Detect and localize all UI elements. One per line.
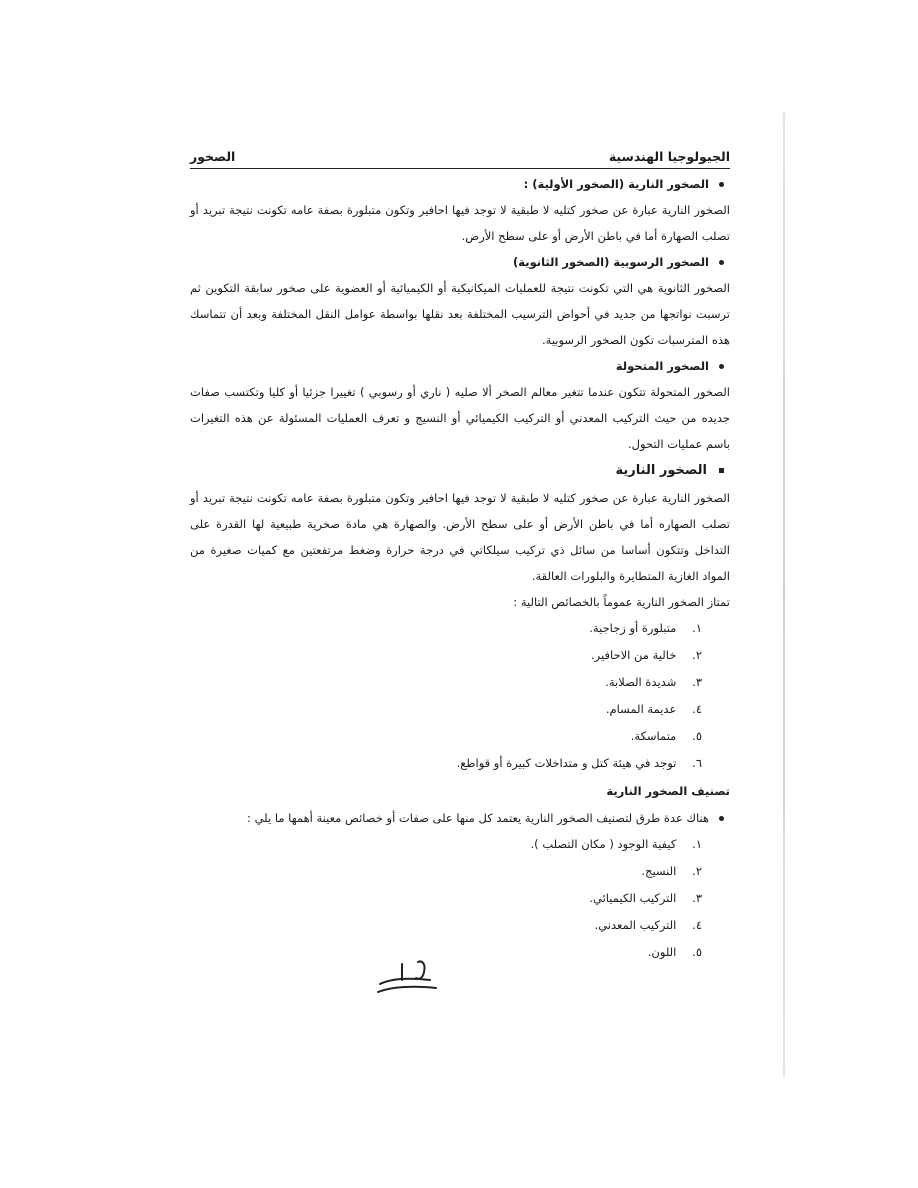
list-item: ٤. التركيب المعدني.	[594, 918, 702, 932]
section-heading-igneous-primary: الصخور النارية (الصخور الأولية) :	[190, 171, 730, 197]
list-item: ١. كيفية الوجود ( مكان التصلب ).	[530, 837, 702, 851]
list-item: ٥. متماسكة.	[630, 729, 702, 743]
section-heading-metamorphic: الصخور المتحولة	[190, 353, 730, 379]
page-content	[190, 148, 730, 966]
properties-intro: تمتاز الصخور النارية عموماً بالخصائص التالية :	[513, 595, 730, 609]
list-item: ٣. التركيب الكيميائي.	[589, 891, 702, 905]
section-heading-sedimentary: الصخور الرسوبية (الصخور الثانوية)	[190, 249, 730, 275]
header-left-title: الصخور	[190, 149, 236, 164]
classification-list	[190, 831, 730, 966]
bullet-icon	[719, 182, 724, 187]
page-edge-shadow	[783, 112, 785, 1077]
list-item: ٢. خالية من الاحافير.	[591, 648, 702, 662]
list-item: ٣. شديدة الصلابة.	[605, 675, 702, 689]
handwritten-page-number	[372, 956, 442, 1002]
properties-list	[190, 615, 730, 777]
list-item: ٦. توجد في هيئة كتل و متداخلات كبيرة أو قواطع.	[456, 756, 702, 770]
list-item: ١. متبلورة أو زجاجية.	[589, 621, 702, 635]
bullet-icon	[719, 364, 724, 369]
list-item: ٢. النسيج.	[641, 864, 702, 878]
classification-intro: هناك عدة طرق لتصنيف الصخور النارية يعتمد كل منها على صفات أو خصائص معينة أهمها ما يلي :	[190, 805, 730, 831]
section-heading-classification: تصنيف الصخور النارية	[606, 784, 730, 798]
page-header	[190, 148, 730, 169]
header-right-title: الجيولوجيا الهندسية	[608, 149, 730, 164]
paragraph-igneous: الصخور النارية عبارة عن صخور كتليه لا طبقية لا توجد فيها احافير وتكون متبلورة بصفة عامه تكونت نتيجة تبريد أو تصلب الصهاره أما في باطن الأرض أو على سطح الأرض. والصهارة هي مادة صخرية طبيعية لها القدرة على التداخل وتتكون أساسا من سائل ذي تركيب سيلكاتي في درجة حرارة وضغط مرتفعتين مع كميات صغيرة من المواد الغازية المتطايرة والبلورات العالقة.	[190, 491, 730, 583]
paragraph-sedimentary: الصخور الثانوية هي التي تكونت نتيجة للعمليات الميكانيكية أو الكيميائية أو العضوية على صخور سابقة التكوين ثم ترسبت نواتجها من جديد في أحواض الترسيب المختلفة بعد نقلها بواسطة عوامل النقل المختلفة وبعد أن تتماسك هذه المترسبات تكون الصخور الرسوبية.	[190, 281, 730, 347]
paragraph-metamorphic: الصخور المتحولة تتكون عندما تتغير معالم الصخر ألا صليه ( ناري أو رسوبي ) تغييرا جزئيا أو كليا وتكتسب صفات جديده من حيث التركيب المعدني أو التركيب الكيميائي أو النسيج و تعرف العمليات المسئولة عن هذه التغيرات باسم عمليات التحول.	[190, 385, 730, 451]
list-item: ٤. عديمة المسام.	[605, 702, 702, 716]
bullet-icon	[719, 816, 724, 821]
paragraph-igneous-primary: الصخور النارية عبارة عن صخور كتليه لا طبقية لا توجد فيها احافير وتكون متبلورة بصفة عامه تكونت نتيجة تبريد أو تصلب الصهارة أما في باطن الأرض أو على سطح الأرض.	[190, 203, 730, 243]
bullet-icon	[719, 260, 724, 265]
square-bullet-icon	[719, 468, 724, 473]
section-heading-igneous: الصخور النارية	[190, 457, 730, 485]
list-item: ٥. اللون.	[647, 945, 702, 959]
